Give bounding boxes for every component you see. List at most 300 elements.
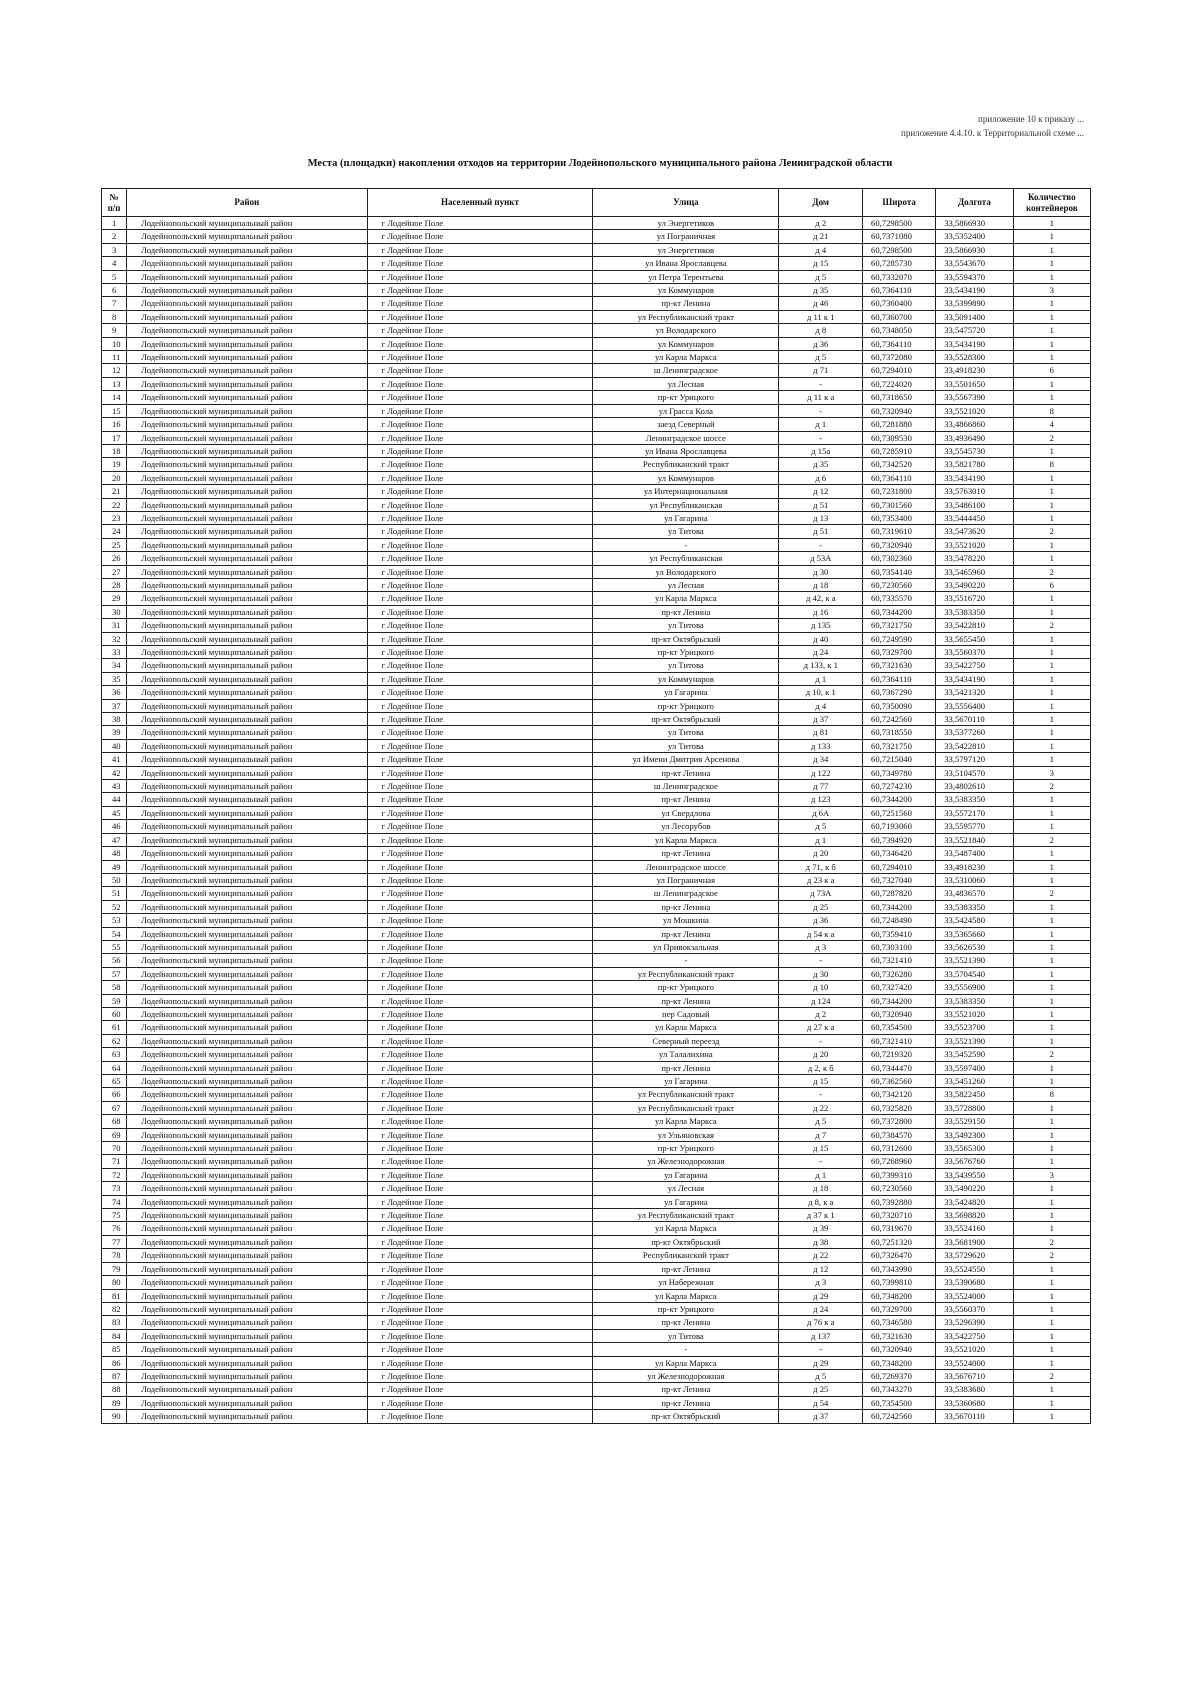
cell-house: д 38 xyxy=(779,1235,863,1248)
cell-street: Северный переезд xyxy=(593,1034,779,1047)
table-row xyxy=(102,1088,1091,1101)
table-row xyxy=(102,1115,1091,1128)
cell-latitude: 60,7349780 xyxy=(863,766,936,779)
table-row xyxy=(102,766,1091,779)
cell-latitude: 60,7230560 xyxy=(863,578,936,591)
table-row xyxy=(102,217,1091,230)
cell-containers: 3 xyxy=(1013,284,1090,297)
cell-longitude: 33,5545730 xyxy=(936,444,1013,457)
cell-latitude: 60,7344200 xyxy=(863,793,936,806)
cell-number: 26 xyxy=(102,552,127,565)
cell-district: Лодейнопольский муниципальный район xyxy=(127,1276,367,1289)
cell-containers: 1 xyxy=(1013,511,1090,524)
cell-number: 79 xyxy=(102,1262,127,1275)
table-row xyxy=(102,1101,1091,1114)
cell-latitude: 60,7319670 xyxy=(863,1222,936,1235)
cell-district: Лодейнопольский муниципальный район xyxy=(127,1329,367,1342)
table-row xyxy=(102,981,1091,994)
cell-settlement: г Лодейное Поле xyxy=(367,1343,593,1356)
cell-district: Лодейнопольский муниципальный район xyxy=(127,418,367,431)
cell-number: 20 xyxy=(102,471,127,484)
table-row xyxy=(102,1034,1091,1047)
cell-settlement: г Лодейное Поле xyxy=(367,230,593,243)
table-row xyxy=(102,1021,1091,1034)
cell-house: д 123 xyxy=(779,793,863,806)
cell-house: д 3 xyxy=(779,1276,863,1289)
cell-house: д 77 xyxy=(779,780,863,793)
cell-house: д 27 к а xyxy=(779,1021,863,1034)
cell-latitude: 60,7371080 xyxy=(863,230,936,243)
cell-latitude: 60,7350090 xyxy=(863,699,936,712)
cell-street: ул Коммунаров xyxy=(593,284,779,297)
cell-settlement: г Лодейное Поле xyxy=(367,418,593,431)
cell-number: 36 xyxy=(102,686,127,699)
cell-house: д 12 xyxy=(779,485,863,498)
table-row xyxy=(102,806,1091,819)
cell-street: ул Карла Маркса xyxy=(593,1021,779,1034)
cell-settlement: г Лодейное Поле xyxy=(367,1195,593,1208)
cell-number: 63 xyxy=(102,1048,127,1061)
cell-settlement: г Лодейное Поле xyxy=(367,847,593,860)
cell-house: д 11 к 1 xyxy=(779,310,863,323)
cell-house: д 4 xyxy=(779,699,863,712)
col-header-district: Район xyxy=(127,189,367,217)
cell-latitude: 60,7242560 xyxy=(863,713,936,726)
cell-street: ул Коммунаров xyxy=(593,672,779,685)
cell-number: 29 xyxy=(102,592,127,605)
cell-settlement: г Лодейное Поле xyxy=(367,243,593,256)
cell-containers: 1 xyxy=(1013,1329,1090,1342)
cell-street: ул Республиканский тракт xyxy=(593,310,779,323)
cell-latitude: 60,7346420 xyxy=(863,847,936,860)
table-row xyxy=(102,1302,1091,1315)
cell-settlement: г Лодейное Поле xyxy=(367,1088,593,1101)
cell-house: д 46 xyxy=(779,297,863,310)
cell-longitude: 33,5422810 xyxy=(936,739,1013,752)
cell-containers: 2 xyxy=(1013,619,1090,632)
cell-street: ул Гагарина xyxy=(593,511,779,524)
cell-containers: 1 xyxy=(1013,498,1090,511)
cell-street: ул Лесная xyxy=(593,1182,779,1195)
cell-longitude: 33,5383680 xyxy=(936,1383,1013,1396)
cell-street: Ленинградское шоссе xyxy=(593,860,779,873)
cell-district: Лодейнопольский муниципальный район xyxy=(127,713,367,726)
cell-district: Лодейнопольский муниципальный район xyxy=(127,1115,367,1128)
cell-longitude: 33,5763010 xyxy=(936,485,1013,498)
cell-district: Лодейнопольский муниципальный район xyxy=(127,900,367,913)
cell-containers: 1 xyxy=(1013,1007,1090,1020)
cell-longitude: 33,5866930 xyxy=(936,243,1013,256)
cell-latitude: 60,7193060 xyxy=(863,820,936,833)
cell-number: 90 xyxy=(102,1410,127,1423)
cell-containers: 1 xyxy=(1013,1061,1090,1074)
cell-longitude: 33,5655450 xyxy=(936,632,1013,645)
cell-longitude: 33,5439550 xyxy=(936,1168,1013,1181)
cell-district: Лодейнопольский муниципальный район xyxy=(127,833,367,846)
cell-settlement: г Лодейное Поле xyxy=(367,444,593,457)
cell-latitude: 60,7384570 xyxy=(863,1128,936,1141)
cell-longitude: 33,5490220 xyxy=(936,1182,1013,1195)
cell-house: д 22 xyxy=(779,1249,863,1262)
cell-longitude: 33,5390680 xyxy=(936,1276,1013,1289)
cell-number: 21 xyxy=(102,485,127,498)
cell-house: д 11 к а xyxy=(779,391,863,404)
cell-longitude: 33,5486100 xyxy=(936,498,1013,511)
cell-containers: 3 xyxy=(1013,766,1090,779)
cell-longitude: 33,5492300 xyxy=(936,1128,1013,1141)
cell-district: Лодейнопольский муниципальный район xyxy=(127,780,367,793)
cell-latitude: 60,7348050 xyxy=(863,324,936,337)
cell-number: 77 xyxy=(102,1235,127,1248)
cell-street: ул Гагарина xyxy=(593,1195,779,1208)
cell-containers: 2 xyxy=(1013,525,1090,538)
cell-house: д 18 xyxy=(779,1182,863,1195)
cell-street: ул Имени Дмитрия Арсенова xyxy=(593,753,779,766)
table-row xyxy=(102,1061,1091,1074)
cell-number: 19 xyxy=(102,458,127,471)
cell-longitude: 33,5556400 xyxy=(936,699,1013,712)
cell-latitude: 60,7248490 xyxy=(863,914,936,927)
cell-settlement: г Лодейное Поле xyxy=(367,927,593,940)
cell-longitude: 33,5516720 xyxy=(936,592,1013,605)
cell-longitude: 33,5822450 xyxy=(936,1088,1013,1101)
cell-house: д 51 xyxy=(779,498,863,511)
cell-street: заезд Северный xyxy=(593,418,779,431)
cell-number: 18 xyxy=(102,444,127,457)
cell-latitude: 60,7343270 xyxy=(863,1383,936,1396)
cell-house: д 15 xyxy=(779,257,863,270)
cell-settlement: г Лодейное Поле xyxy=(367,1115,593,1128)
cell-district: Лодейнопольский муниципальный район xyxy=(127,404,367,417)
table-row xyxy=(102,873,1091,886)
cell-house: д 73А xyxy=(779,887,863,900)
table-row xyxy=(102,485,1091,498)
cell-district: Лодейнопольский муниципальный район xyxy=(127,485,367,498)
cell-latitude: 60,7249590 xyxy=(863,632,936,645)
cell-settlement: г Лодейное Поле xyxy=(367,954,593,967)
cell-number: 89 xyxy=(102,1396,127,1409)
cell-street: ш Ленинградское xyxy=(593,887,779,900)
cell-house: д 51 xyxy=(779,525,863,538)
table-row xyxy=(102,565,1091,578)
cell-number: 24 xyxy=(102,525,127,538)
cell-house: д 5 xyxy=(779,1115,863,1128)
cell-house: д 5 xyxy=(779,351,863,364)
cell-street: ул Карла Маркса xyxy=(593,1356,779,1369)
cell-street: ул Гагарина xyxy=(593,1075,779,1088)
cell-containers: 1 xyxy=(1013,297,1090,310)
cell-containers: 2 xyxy=(1013,780,1090,793)
cell-settlement: г Лодейное Поле xyxy=(367,1048,593,1061)
cell-house: д 25 xyxy=(779,1383,863,1396)
cell-number: 73 xyxy=(102,1182,127,1195)
cell-house: д 8, к а xyxy=(779,1195,863,1208)
cell-house: д 4 xyxy=(779,243,863,256)
cell-street: ул Грасса Кола xyxy=(593,404,779,417)
cell-containers: 1 xyxy=(1013,1182,1090,1195)
cell-district: Лодейнопольский муниципальный район xyxy=(127,377,367,390)
cell-number: 12 xyxy=(102,364,127,377)
table-row xyxy=(102,297,1091,310)
cell-district: Лодейнопольский муниципальный район xyxy=(127,699,367,712)
cell-street: пр-кт Ленина xyxy=(593,1383,779,1396)
cell-containers: 1 xyxy=(1013,1262,1090,1275)
cell-settlement: г Лодейное Поле xyxy=(367,552,593,565)
cell-house: д 12 xyxy=(779,1262,863,1275)
cell-longitude: 33,5521020 xyxy=(936,404,1013,417)
cell-longitude: 33,5797120 xyxy=(936,753,1013,766)
cell-containers: 2 xyxy=(1013,833,1090,846)
cell-district: Лодейнопольский муниципальный район xyxy=(127,337,367,350)
cell-house: д 5 xyxy=(779,1369,863,1382)
cell-longitude: 33,5490220 xyxy=(936,578,1013,591)
cell-street: пр-кт Ленина xyxy=(593,900,779,913)
cell-latitude: 60,7298500 xyxy=(863,217,936,230)
cell-number: 70 xyxy=(102,1142,127,1155)
col-header-settlement: Населенный пункт xyxy=(367,189,593,217)
cell-containers: 1 xyxy=(1013,1101,1090,1114)
table-row xyxy=(102,887,1091,900)
cell-street: пр-кт Октябрьский xyxy=(593,1410,779,1423)
cell-containers: 8 xyxy=(1013,404,1090,417)
cell-street: ул Республиканская xyxy=(593,498,779,511)
cell-containers: 2 xyxy=(1013,1235,1090,1248)
cell-latitude: 60,7224020 xyxy=(863,377,936,390)
cell-district: Лодейнопольский муниципальный район xyxy=(127,525,367,538)
cell-street: ул Титова xyxy=(593,726,779,739)
cell-district: Лодейнопольский муниципальный район xyxy=(127,498,367,511)
table-row xyxy=(102,1369,1091,1382)
cell-street: пр-кт Октябрьский xyxy=(593,1235,779,1248)
cell-latitude: 60,7321750 xyxy=(863,619,936,632)
cell-latitude: 60,7392880 xyxy=(863,1195,936,1208)
cell-district: Лодейнопольский муниципальный район xyxy=(127,270,367,283)
cell-longitude: 33,5521390 xyxy=(936,1034,1013,1047)
cell-street: ул Гагарина xyxy=(593,686,779,699)
cell-street: ул Талалихина xyxy=(593,1048,779,1061)
cell-containers: 1 xyxy=(1013,954,1090,967)
cell-latitude: 60,7399310 xyxy=(863,1168,936,1181)
cell-house: д 54 к а xyxy=(779,927,863,940)
cell-number: 64 xyxy=(102,1061,127,1074)
cell-settlement: г Лодейное Поле xyxy=(367,391,593,404)
cell-district: Лодейнопольский муниципальный район xyxy=(127,217,367,230)
cell-latitude: 60,7298500 xyxy=(863,243,936,256)
cell-settlement: г Лодейное Поле xyxy=(367,1075,593,1088)
cell-settlement: г Лодейное Поле xyxy=(367,217,593,230)
cell-longitude: 33,5091400 xyxy=(936,310,1013,323)
cell-containers: 1 xyxy=(1013,310,1090,323)
table-row xyxy=(102,1249,1091,1262)
cell-district: Лодейнопольский муниципальный район xyxy=(127,1155,367,1168)
cell-district: Лодейнопольский муниципальный район xyxy=(127,739,367,752)
col-header-longitude: Долгота xyxy=(936,189,1013,217)
cell-district: Лодейнопольский муниципальный район xyxy=(127,297,367,310)
cell-latitude: 60,7251560 xyxy=(863,806,936,819)
cell-settlement: г Лодейное Поле xyxy=(367,686,593,699)
cell-latitude: 60,7335570 xyxy=(863,592,936,605)
cell-longitude: 33,5352400 xyxy=(936,230,1013,243)
cell-longitude: 33,5421320 xyxy=(936,686,1013,699)
cell-street: - xyxy=(593,1343,779,1356)
cell-latitude: 60,7294010 xyxy=(863,364,936,377)
table-row xyxy=(102,1356,1091,1369)
cell-house: д 15 xyxy=(779,1075,863,1088)
cell-longitude: 33,5728800 xyxy=(936,1101,1013,1114)
cell-district: Лодейнопольский муниципальный район xyxy=(127,538,367,551)
cell-containers: 2 xyxy=(1013,1048,1090,1061)
table-row xyxy=(102,900,1091,913)
cell-longitude: 33,5473620 xyxy=(936,525,1013,538)
cell-latitude: 60,7329700 xyxy=(863,646,936,659)
cell-district: Лодейнопольский муниципальный район xyxy=(127,1048,367,1061)
cell-number: 10 xyxy=(102,337,127,350)
cell-settlement: г Лодейное Поле xyxy=(367,713,593,726)
cell-house: д 124 xyxy=(779,994,863,1007)
cell-latitude: 60,7372080 xyxy=(863,351,936,364)
cell-longitude: 33,5670110 xyxy=(936,1410,1013,1423)
cell-longitude: 33,5521840 xyxy=(936,833,1013,846)
cell-latitude: 60,7372800 xyxy=(863,1115,936,1128)
cell-number: 51 xyxy=(102,887,127,900)
cell-containers: 1 xyxy=(1013,538,1090,551)
cell-latitude: 60,7285910 xyxy=(863,444,936,457)
cell-latitude: 60,7354140 xyxy=(863,565,936,578)
cell-containers: 1 xyxy=(1013,471,1090,484)
cell-district: Лодейнопольский муниципальный район xyxy=(127,806,367,819)
cell-street: ул Привокзальная xyxy=(593,940,779,953)
cell-longitude: 33,5434190 xyxy=(936,471,1013,484)
cell-district: Лодейнопольский муниципальный район xyxy=(127,887,367,900)
cell-containers: 6 xyxy=(1013,578,1090,591)
cell-containers: 1 xyxy=(1013,793,1090,806)
cell-longitude: 33,5866930 xyxy=(936,217,1013,230)
cell-containers: 1 xyxy=(1013,1396,1090,1409)
cell-district: Лодейнопольский муниципальный район xyxy=(127,605,367,618)
cell-street: ул Коммунаров xyxy=(593,471,779,484)
cell-longitude: 33,5434190 xyxy=(936,672,1013,685)
cell-district: Лодейнопольский муниципальный район xyxy=(127,847,367,860)
cell-street: ул Республиканский тракт xyxy=(593,1088,779,1101)
cell-number: 46 xyxy=(102,820,127,833)
table-row xyxy=(102,1329,1091,1342)
cell-containers: 1 xyxy=(1013,1075,1090,1088)
cell-latitude: 60,7312600 xyxy=(863,1142,936,1155)
cell-longitude: 33,5521390 xyxy=(936,954,1013,967)
cell-longitude: 33,5698820 xyxy=(936,1209,1013,1222)
cell-number: 59 xyxy=(102,994,127,1007)
cell-street: ул Титова xyxy=(593,619,779,632)
cell-district: Лодейнопольский муниципальный район xyxy=(127,1182,367,1195)
cell-street: ул Лесорубов xyxy=(593,820,779,833)
table-body xyxy=(102,217,1091,1424)
cell-number: 37 xyxy=(102,699,127,712)
cell-longitude: 33,5424820 xyxy=(936,1195,1013,1208)
table-row xyxy=(102,418,1091,431)
cell-containers: 1 xyxy=(1013,646,1090,659)
cell-latitude: 60,7319610 xyxy=(863,525,936,538)
cell-settlement: г Лодейное Поле xyxy=(367,1222,593,1235)
cell-number: 72 xyxy=(102,1168,127,1181)
table-row xyxy=(102,1222,1091,1235)
cell-number: 15 xyxy=(102,404,127,417)
cell-house: д 30 xyxy=(779,967,863,980)
cell-district: Лодейнопольский муниципальный район xyxy=(127,364,367,377)
cell-settlement: г Лодейное Поле xyxy=(367,565,593,578)
cell-street: ул Республиканский тракт xyxy=(593,1101,779,1114)
cell-house: д 53А xyxy=(779,552,863,565)
cell-district: Лодейнопольский муниципальный район xyxy=(127,659,367,672)
table-row xyxy=(102,699,1091,712)
cell-longitude: 33,5524000 xyxy=(936,1289,1013,1302)
cell-district: Лодейнопольский муниципальный район xyxy=(127,324,367,337)
cell-number: 38 xyxy=(102,713,127,726)
cell-house: - xyxy=(779,954,863,967)
appendix-note-line-2: приложение 4.4.10. к Территориальной схеме ... xyxy=(901,128,1084,138)
cell-district: Лодейнопольский муниципальный район xyxy=(127,310,367,323)
cell-longitude: 33,4918230 xyxy=(936,860,1013,873)
table-row xyxy=(102,1209,1091,1222)
cell-house: д 24 xyxy=(779,1302,863,1315)
cell-containers: 1 xyxy=(1013,739,1090,752)
cell-latitude: 60,7231800 xyxy=(863,485,936,498)
cell-district: Лодейнопольский муниципальный район xyxy=(127,672,367,685)
cell-district: Лодейнопольский муниципальный район xyxy=(127,860,367,873)
cell-house: д 29 xyxy=(779,1289,863,1302)
cell-house: д 15а xyxy=(779,444,863,457)
cell-house: д 13 xyxy=(779,511,863,524)
cell-house: д 30 xyxy=(779,565,863,578)
cell-settlement: г Лодейное Поле xyxy=(367,860,593,873)
table-row xyxy=(102,377,1091,390)
cell-settlement: г Лодейное Поле xyxy=(367,806,593,819)
cell-house: д 5 xyxy=(779,270,863,283)
cell-longitude: 33,5729620 xyxy=(936,1249,1013,1262)
cell-street: ул Ульяновская xyxy=(593,1128,779,1141)
cell-longitude: 33,5424580 xyxy=(936,914,1013,927)
cell-number: 43 xyxy=(102,780,127,793)
cell-street: ул Республиканский тракт xyxy=(593,1209,779,1222)
table-row xyxy=(102,833,1091,846)
cell-street: ул Титова xyxy=(593,739,779,752)
table-row xyxy=(102,780,1091,793)
cell-containers: 1 xyxy=(1013,1276,1090,1289)
table-row xyxy=(102,538,1091,551)
cell-latitude: 60,7320940 xyxy=(863,404,936,417)
cell-house: д 42, к а xyxy=(779,592,863,605)
cell-settlement: г Лодейное Поле xyxy=(367,833,593,846)
cell-district: Лодейнопольский муниципальный район xyxy=(127,1262,367,1275)
cell-settlement: г Лодейное Поле xyxy=(367,753,593,766)
cell-longitude: 33,4936490 xyxy=(936,431,1013,444)
cell-longitude: 33,5681900 xyxy=(936,1235,1013,1248)
cell-settlement: г Лодейное Поле xyxy=(367,364,593,377)
cell-containers: 1 xyxy=(1013,230,1090,243)
cell-longitude: 33,5383350 xyxy=(936,900,1013,913)
table-row xyxy=(102,713,1091,726)
cell-latitude: 60,7302360 xyxy=(863,552,936,565)
cell-number: 65 xyxy=(102,1075,127,1088)
cell-district: Лодейнопольский муниципальный район xyxy=(127,1007,367,1020)
cell-number: 40 xyxy=(102,739,127,752)
cell-district: Лодейнопольский муниципальный район xyxy=(127,1142,367,1155)
table-row xyxy=(102,646,1091,659)
cell-district: Лодейнопольский муниципальный район xyxy=(127,1289,367,1302)
cell-latitude: 60,7327420 xyxy=(863,981,936,994)
cell-settlement: г Лодейное Поле xyxy=(367,1034,593,1047)
cell-number: 45 xyxy=(102,806,127,819)
appendix-note xyxy=(901,112,1084,140)
